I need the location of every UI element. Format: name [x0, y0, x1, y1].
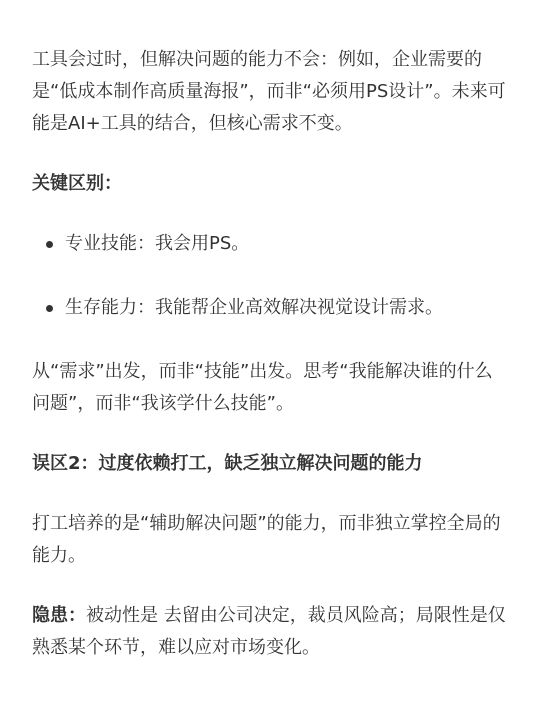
list-item-text: 专业技能：我会用PS。 — [65, 233, 250, 254]
bullet-dot-icon — [46, 241, 53, 248]
key-difference-heading: 关键区别： — [32, 173, 122, 194]
list-item — [32, 228, 508, 260]
work-paragraph: 打工培养的是“辅助解决问题”的能力，而非独立掌控全局的能力。 — [32, 513, 501, 566]
risk-text: 被动性是 去留由公司决定，裁员风险高；局限性是仅熟悉某个环节，难以应对市场变化。 — [32, 605, 506, 658]
list-item-text: 生存能力：我能帮企业高效解决视觉设计需求。 — [65, 297, 443, 318]
demand-paragraph: 从“需求”出发，而非“技能”出发。思考“我能解决谁的什么问题”，而非“我该学什么技能”。 — [32, 361, 493, 414]
key-difference-list — [32, 228, 508, 324]
risk-label: 隐患： — [32, 605, 86, 626]
risk-paragraph — [32, 600, 508, 664]
list-item — [32, 292, 508, 324]
mistake-2-heading: 误区2：过度依赖打工，缺乏独立解决问题的能力 — [32, 453, 423, 474]
intro-paragraph: 工具会过时，但解决问题的能力不会：例如，企业需要的是“低成本制作高质量海报”，而非“必须用PS设计”。未来可能是AI+工具的结合，但核心需求不变。 — [32, 49, 506, 134]
bullet-dot-icon — [46, 305, 53, 312]
